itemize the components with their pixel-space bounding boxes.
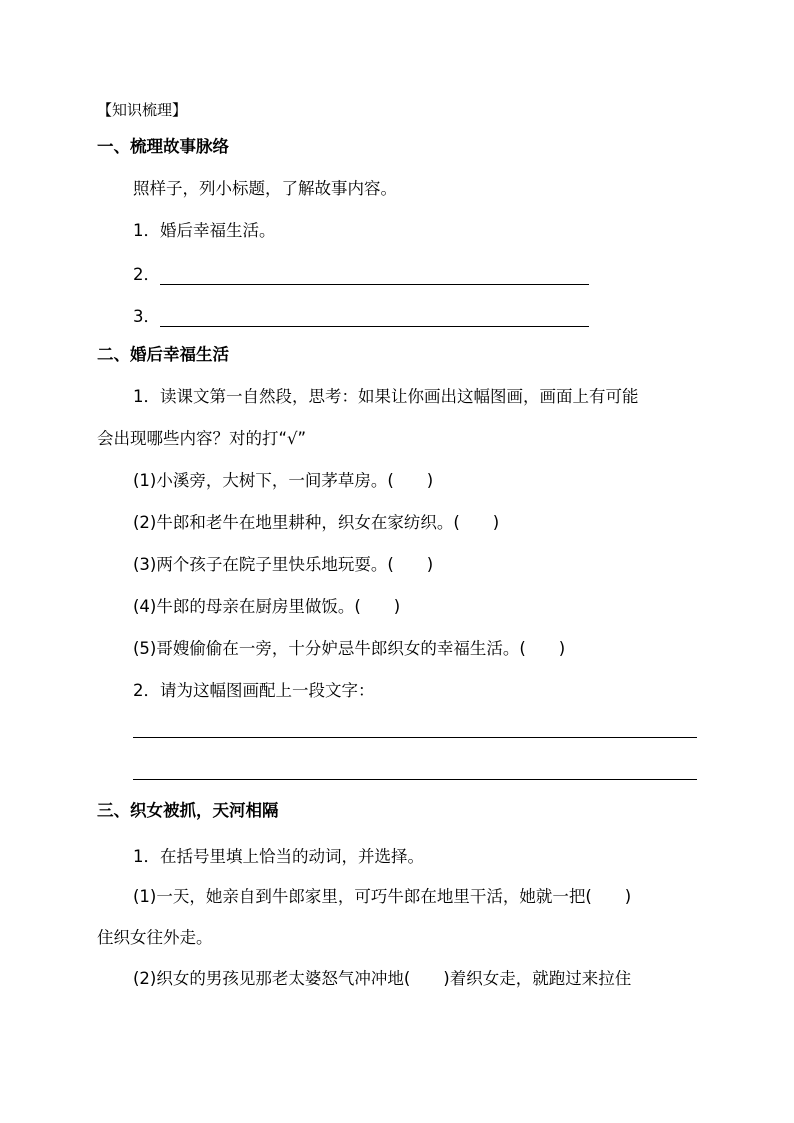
section-3-question-1: 1．在括号里填上恰当的动词，并选择。 xyxy=(133,847,424,866)
section-2-question-1-line-1: 1．读课文第一自然段，思考：如果让你画出这幅图画，画面上有可能 xyxy=(133,387,639,406)
option-3: (3)两个孩子在院子里快乐地玩耍。( ) xyxy=(133,555,434,574)
section-2-heading: 二、婚后幸福生活 xyxy=(97,345,229,364)
section-1-heading: 一、梳理故事脉络 xyxy=(97,137,229,156)
answer-blank-line-1[interactable] xyxy=(133,737,697,738)
option-1: (1)小溪旁，大树下，一间茅草房。( ) xyxy=(133,471,434,490)
section-3-paragraph-2-line-1: (2)织女的男孩见那老太婆怒气冲冲地( )着织女走，就跑过来拉住 xyxy=(133,969,632,988)
answer-blank-line-2[interactable] xyxy=(133,779,697,780)
section-1-intro: 照样子，列小标题，了解故事内容。 xyxy=(133,179,397,198)
section-2-question-2: 2．请为这幅图画配上一段文字： xyxy=(133,681,375,700)
section-3-heading: 三、织女被抓，天河相隔 xyxy=(97,801,279,820)
option-4: (4)牛郎的母亲在厨房里做饭。( ) xyxy=(133,597,401,616)
section-1-item-3-number: 3． xyxy=(133,307,160,326)
section-3-paragraph-1-line-2: 住织女往外走。 xyxy=(97,928,213,947)
section-2-question-1-line-2: 会出现哪些内容？对的打“√” xyxy=(97,429,307,448)
answer-blank-item-3[interactable] xyxy=(160,326,589,327)
section-1-item-2-number: 2． xyxy=(133,265,160,284)
option-5: (5)哥嫂偷偷在一旁，十分妒忌牛郎织女的幸福生活。( ) xyxy=(133,639,566,658)
section-3-paragraph-1-line-1: (1)一天，她亲自到牛郎家里，可巧牛郎在地里干活，她就一把( ) xyxy=(133,887,632,906)
section-1-item-1: 1．婚后幸福生活。 xyxy=(133,221,276,240)
answer-blank-item-2[interactable] xyxy=(160,284,589,285)
section-label: 【知识梳理】 xyxy=(97,101,188,119)
option-2: (2)牛郎和老牛在地里耕种，织女在家纺织。( ) xyxy=(133,513,500,532)
